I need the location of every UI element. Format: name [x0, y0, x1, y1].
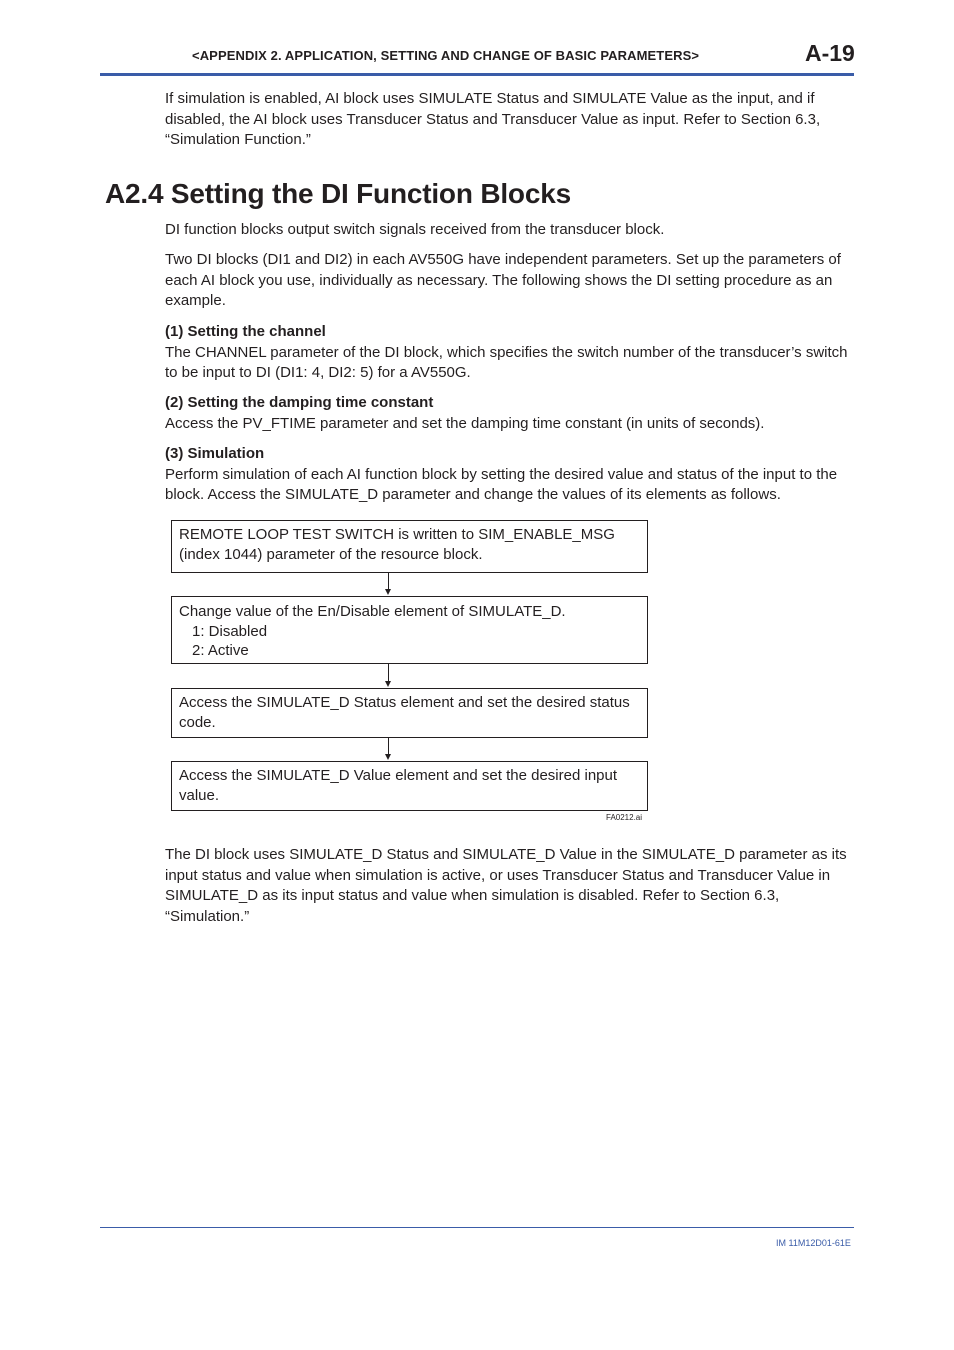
figure-id: FA0212.ai: [606, 813, 643, 822]
subsection-simulation-text: Perform simulation of each AI function block by setting the desired value and status of the input to the block. Access the SIMULATE_D parameter and change the values of its elements as follows.: [165, 465, 838, 504]
subsection-channel-text: The CHANNEL parameter of the DI block, which specifies the switch number of the transducer’s switch to be input to DI (DI1: 4, DI2: 5) for a AV550G.: [165, 343, 848, 382]
flow-step-1: [171, 520, 648, 573]
closing-paragraph: The DI block uses SIMULATE_D Status and SIMULATE_D Value in the SIMULATE_D parameter as its input status and value when simulation is active, or uses Transducer Status and Transducer Value in SIMULATE_D as its input status and value when simulation is disabled. Refer to Section 6.3, “Simulation.”: [165, 846, 847, 926]
subsection-damping-text: Access the PV_FTIME parameter and set the damping time constant (in units of seconds).: [165, 414, 765, 432]
flow-step-2-line-2: 1: Disabled: [192, 622, 268, 640]
flow-arrow-2: [388, 664, 389, 681]
document-number: IM 11M12D01-61E: [776, 1238, 851, 1248]
header-divider: [100, 73, 854, 76]
subsection-channel-title: (1) Setting the channel: [165, 323, 326, 340]
subsection-simulation-title: (3) Simulation: [165, 445, 265, 462]
running-header: <APPENDIX 2. APPLICATION, SETTING AND CHANGE OF BASIC PARAMETERS>: [192, 48, 700, 63]
flow-step-2-line-1: Change value of the En/Disable element of SIMULATE_D.: [179, 603, 566, 620]
flow-arrowhead-2: [385, 681, 391, 687]
section-paragraph-2: Two DI blocks (DI1 and DI2) in each AV550G have independent parameters. Set up the parameters of each AI block you use, individually as necessary. The following shows the DI setting procedure as an example.: [165, 251, 841, 310]
flow-arrow-3: [388, 738, 389, 754]
page-number: A-19: [805, 40, 855, 66]
section-heading: A2.4 Setting the DI Function Blocks: [105, 178, 571, 209]
footer-divider: [100, 1227, 854, 1228]
flow-step-3: [171, 688, 648, 738]
subsection-damping: [165, 393, 855, 434]
subsection-damping-title: (2) Setting the damping time constant: [165, 394, 434, 411]
flow-step-1-text: REMOTE LOOP TEST SWITCH is written to SIM_ENABLE_MSG (index 1044) parameter of the resource block.: [179, 526, 615, 563]
section-paragraph-1: DI function blocks output switch signals received from the transducer block.: [165, 221, 665, 238]
flow-arrow-1: [388, 573, 389, 589]
subsection-channel: [165, 322, 855, 384]
flow-arrowhead-3: [385, 754, 391, 760]
flow-step-2-line-3: 2: Active: [192, 642, 249, 659]
flow-arrowhead-1: [385, 589, 391, 595]
subsection-simulation: [165, 444, 855, 506]
intro-paragraph: If simulation is enabled, AI block uses SIMULATE Status and SIMULATE Value as the input, and if disabled, the AI block uses Transducer Status and Transducer Value as input. Refer to Section 6.3, “Simulation Function.”: [165, 90, 821, 149]
flow-step-2: [171, 596, 648, 664]
flow-step-3-text: Access the SIMULATE_D Status element and set the desired status code.: [179, 694, 630, 731]
flow-step-4-text: Access the SIMULATE_D Value element and set the desired input value.: [179, 767, 618, 804]
flow-step-4: [171, 761, 648, 811]
